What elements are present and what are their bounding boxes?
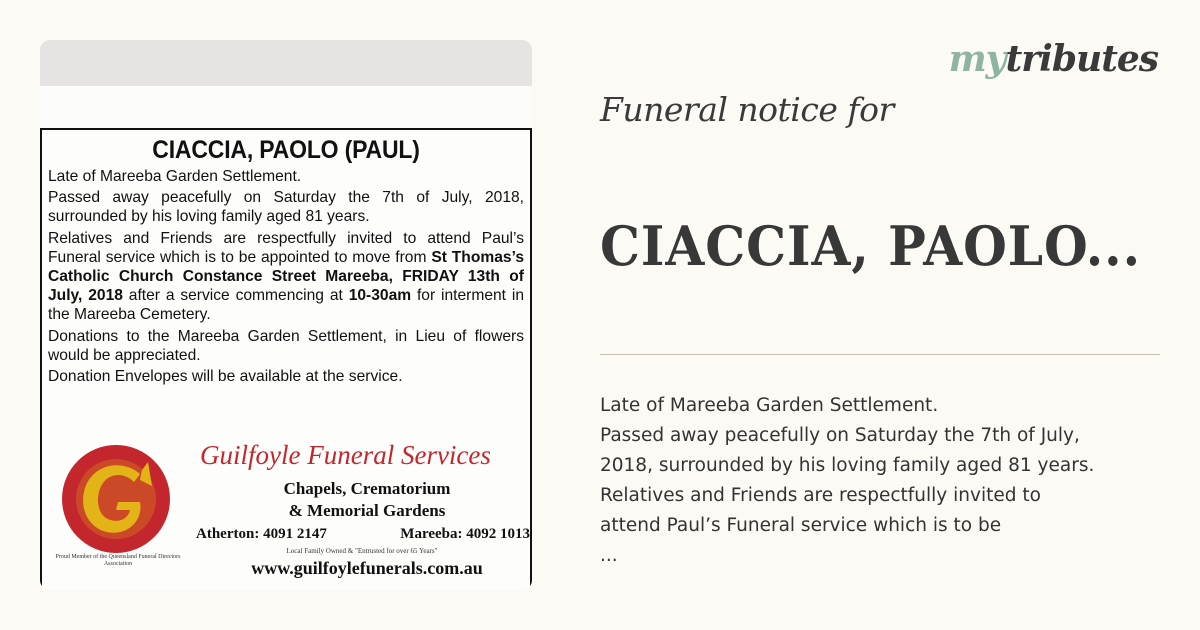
notice-paragraph: Late of Mareeba Garden Settlement. <box>48 168 302 185</box>
notice-paper <box>40 86 532 578</box>
association-caption: Proud Member of the Queensland Funeral Directors Association <box>55 554 181 567</box>
notice-body <box>42 167 530 386</box>
logo-my: my <box>948 38 1006 80</box>
funeral-director-advert <box>42 436 530 588</box>
advert-services-line: Chapels, Crematorium <box>283 479 451 498</box>
notice-text: after a service commencing at <box>122 287 349 305</box>
advert-services <box>202 478 532 522</box>
notice-box <box>40 128 532 590</box>
advert-website: www.guilfoylefunerals.com.au <box>251 558 483 578</box>
notice-paragraph: Donations to the Mareeba Garden Settlement, in Lieu of flowers would be appreciated. <box>48 327 524 364</box>
divider <box>600 354 1160 355</box>
notice-bold-text: St Thomas’s Catholic Church Constance Street Mareeba, FRIDAY 13th of July, 2018 <box>48 248 524 305</box>
notice-paragraph: Donation Envelopes will be available at the service. <box>48 368 403 386</box>
guilfoyle-g-logo-icon <box>56 440 176 558</box>
notice-title: CIACCIA, PAOLO (PAUL) <box>152 136 420 164</box>
notice-excerpt <box>600 391 1140 571</box>
notice-paragraph <box>48 229 524 325</box>
notice-text: Relatives and Friends are respectfully invited to attend Paul’s Funeral service which is to be appointed to move from <box>48 229 524 266</box>
deceased-name: CIACCIA, PAOLO... <box>600 214 1141 278</box>
notice-text: for interment in the Mareeba Cemetery. <box>48 287 524 324</box>
excerpt-line: Late of Mareeba Garden Settlement. <box>600 395 939 416</box>
advert-tagline: Local Family Owned & "Entrusted for over 65 Years" <box>286 547 438 555</box>
advert-services-line: & Memorial Gardens <box>288 501 446 520</box>
excerpt-line: 2018, surrounded by his loving family aged 81 years. <box>600 455 1095 476</box>
page-subtitle: Funeral notice for <box>600 90 894 129</box>
excerpt-line: Relatives and Friends are respectfully invited to <box>600 485 1041 506</box>
excerpt-ellipsis: ... <box>600 545 618 566</box>
excerpt-line: attend Paul’s Funeral service which is to be <box>600 515 1002 536</box>
advert-phones <box>196 526 530 543</box>
mytributes-logo[interactable] <box>949 38 1158 80</box>
advert-brand-name: Guilfoyle Funeral Services <box>200 440 491 470</box>
excerpt-line: Passed away peacefully on Saturday the 7th of July, <box>600 425 1080 446</box>
phone-atherton: Atherton: 4091 2147 <box>196 526 327 542</box>
notice-bold-text: 10-30am <box>348 287 412 305</box>
notice-image-card[interactable] <box>40 40 532 590</box>
notice-paragraph: Passed away peacefully on Saturday the 7th of July, 2018, surrounded by his loving family aged 81 years. <box>48 189 524 226</box>
phone-mareeba: Mareeba: 4092 1013 <box>400 526 530 542</box>
logo-tributes: tributes <box>1005 38 1158 80</box>
